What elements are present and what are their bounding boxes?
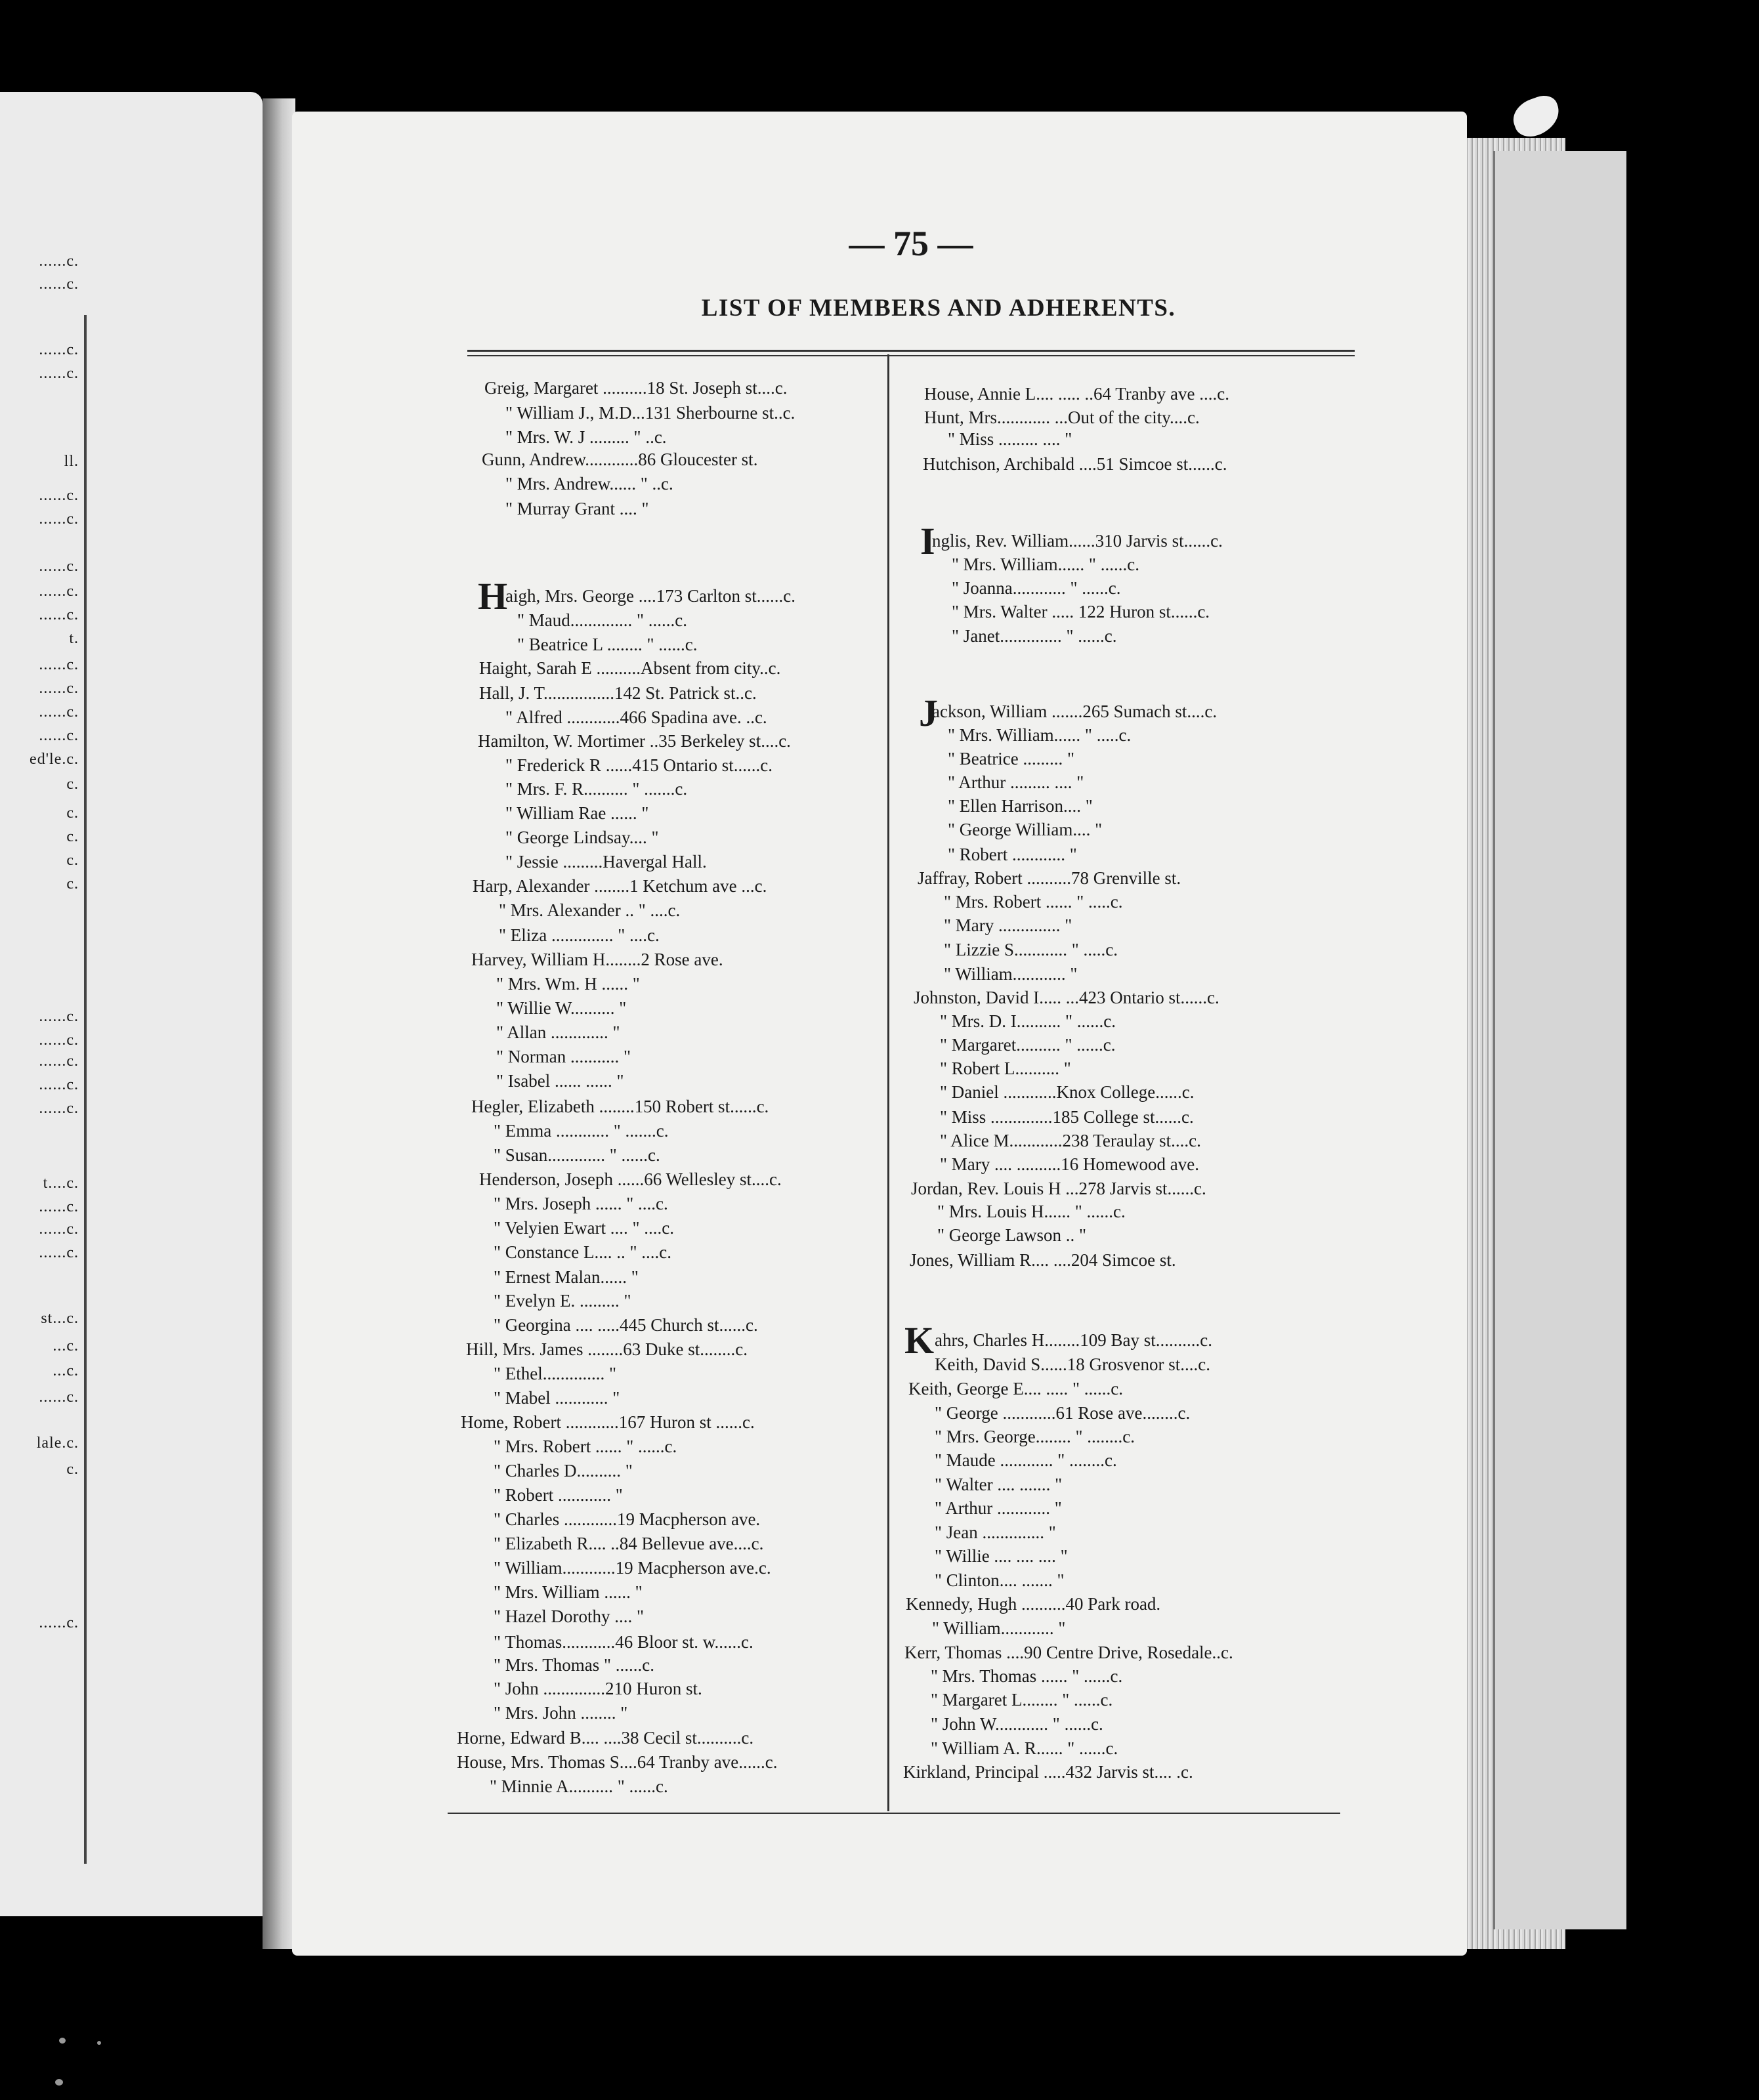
directory-entry: " Mary .... ..........16 Homewood ave. [940, 1154, 1199, 1174]
facing-page-text: ......c. [39, 1053, 79, 1070]
directory-entry: " William J., M.D...131 Sherbourne st..c. [505, 403, 795, 423]
section-initial: J [919, 692, 938, 734]
directory-entry: " George Lindsay.... " [505, 828, 659, 847]
directory-entry: " Mrs. Walter ..... 122 Huron st......c. [952, 602, 1210, 621]
top-rule-secondary [467, 355, 1355, 356]
directory-entry: Harvey, William H........2 Rose ave. [471, 950, 723, 969]
directory-entry: " Hazel Dorothy .... " [494, 1606, 644, 1626]
directory-entry: " Velyien Ewart .... " ....c. [494, 1218, 674, 1238]
directory-entry: " Arthur ......... .... " [948, 772, 1084, 792]
directory-entry: " Mrs. George........ " ........c. [935, 1427, 1135, 1446]
directory-entry: " Ethel.............. " [494, 1364, 617, 1383]
directory-entry: " Mrs. Thomas " ......c. [494, 1655, 655, 1675]
directory-entry: aigh, Mrs. George ....173 Carlton st......c. [505, 586, 795, 606]
directory-entry: House, Annie L.... ..... ..64 Tranby ave ....c. [924, 384, 1229, 404]
directory-entry: " Mrs. Louis H...... " ......c. [937, 1202, 1126, 1221]
directory-entry: " William............ " [944, 964, 1078, 984]
directory-entry: " Ernest Malan...... " [494, 1267, 639, 1287]
facing-page-text: ......c. [39, 365, 79, 382]
directory-entry: Hunt, Mrs............ ...Out of the city....c. [924, 408, 1200, 427]
directory-entry: Hegler, Elizabeth ........150 Robert st......c. [471, 1097, 769, 1116]
directory-entry: " Mrs. Thomas ...... " ......c. [931, 1666, 1123, 1686]
directory-entry: " Alice M............238 Teraulay st....c. [940, 1131, 1201, 1150]
facing-page-text: st...c. [41, 1310, 79, 1327]
page-edge-block [1493, 151, 1626, 1929]
facing-page-text: c. [66, 1461, 79, 1478]
facing-page-text: c. [66, 852, 79, 869]
directory-entry: ahrs, Charles H........109 Bay st..........c. [935, 1330, 1212, 1350]
directory-entry: Hall, J. T................142 St. Patrick st..c. [479, 683, 757, 703]
directory-entry: " Robert L.......... " [940, 1059, 1071, 1078]
directory-entry: " Mrs. Andrew...... " ..c. [505, 474, 673, 494]
directory-entry: Keith, David S......18 Grosvenor st....c. [935, 1354, 1210, 1374]
section-initial: K [904, 1319, 935, 1362]
directory-entry: Kennedy, Hugh ..........40 Park road. [906, 1594, 1161, 1614]
dust-speck [55, 2079, 63, 2086]
facing-page-text: ......c. [39, 253, 79, 270]
directory-entry: " John ..............210 Huron st. [494, 1679, 702, 1698]
directory-entry: " Susan............. " ......c. [494, 1145, 660, 1165]
dust-speck [59, 2038, 66, 2044]
facing-page-text: ......c. [39, 583, 79, 600]
facing-page-text: ......c. [39, 1198, 79, 1215]
directory-entry: Harp, Alexander ........1 Ketchum ave ...c. [473, 876, 767, 896]
directory-entry: " Walter .... ....... " [935, 1475, 1063, 1494]
directory-entry: " Margaret.......... " ......c. [940, 1035, 1116, 1055]
directory-entry: " Thomas............46 Bloor st. w......c. [494, 1632, 753, 1652]
directory-entry: " Willie W.......... " [496, 998, 627, 1018]
directory-entry: " William A. R...... " ......c. [931, 1738, 1118, 1758]
directory-entry: Jaffray, Robert ..........78 Grenville st. [918, 868, 1181, 888]
directory-entry: " Robert ............ " [494, 1485, 623, 1505]
directory-entry: " Mrs. Wm. H ...... " [496, 974, 640, 994]
page-number: — 75 — [849, 224, 973, 263]
directory-entry: " Constance L.... .. " ....c. [494, 1242, 671, 1262]
directory-entry: " Murray Grant .... " [505, 499, 649, 518]
facing-page-text: ...c. [53, 1337, 79, 1354]
directory-entry: Kirkland, Principal .....432 Jarvis st.... .c. [903, 1762, 1193, 1782]
facing-page-text: ......c. [39, 511, 79, 528]
facing-page-text: ......c. [39, 704, 79, 721]
directory-entry: " Beatrice ......... " [948, 749, 1074, 768]
directory-entry: " Frederick R ......415 Ontario st......c. [505, 755, 773, 775]
directory-entry: " Mrs. F. R.......... " .......c. [505, 779, 688, 799]
facing-page-text: ......c. [39, 1389, 79, 1406]
column-rule [84, 315, 87, 1864]
directory-entry: " Mrs. D. I.......... " ......c. [940, 1011, 1116, 1031]
directory-entry: " George ............61 Rose ave........c. [935, 1403, 1191, 1423]
directory-entry: nglis, Rev. William......310 Jarvis st......c. [932, 531, 1223, 551]
directory-entry: " Charles ............19 Macpherson ave. [494, 1509, 761, 1529]
facing-page-text: ......c. [39, 1221, 79, 1238]
column-divider [887, 354, 889, 1811]
directory-entry: " Ellen Harrison.... " [948, 796, 1093, 816]
directory-entry: ackson, William .......265 Sumach st....c. [932, 702, 1218, 721]
directory-entry: Gunn, Andrew............86 Gloucester st. [482, 450, 758, 469]
directory-entry: " Georgina .... .....445 Church st......c. [494, 1315, 758, 1335]
facing-page-text: c. [66, 776, 79, 793]
facing-page-text: c. [66, 875, 79, 892]
paper-fleck [1508, 91, 1565, 141]
directory-entry: " Eliza .............. " ....c. [499, 925, 660, 945]
directory-entry: " Arthur ............ " [935, 1498, 1062, 1518]
facing-page-text: ......c. [39, 1100, 79, 1117]
facing-page-text: ......c. [39, 606, 79, 623]
facing-page-text: ......c. [39, 487, 79, 504]
directory-entry: Hill, Mrs. James ........63 Duke st........c. [466, 1339, 748, 1359]
facing-page-text: ......c. [39, 1076, 79, 1093]
directory-entry: Jones, William R.... ....204 Simcoe st. [910, 1250, 1176, 1270]
facing-page-text: ......c. [39, 1032, 79, 1049]
facing-page-text: lale.c. [36, 1435, 79, 1452]
directory-entry: " William............19 Macpherson ave.c. [494, 1558, 771, 1578]
directory-entry: " Jessie .........Havergal Hall. [505, 852, 707, 872]
directory-entry: " Miss ......... .... " [948, 429, 1072, 449]
facing-page-text: ......c. [39, 341, 79, 358]
directory-entry: Keith, George E.... ..... " ......c. [908, 1379, 1123, 1398]
directory-entry: Hamilton, W. Mortimer ..35 Berkeley st....c. [478, 731, 791, 751]
directory-entry: " Charles D.......... " [494, 1461, 633, 1480]
directory-entry: Johnston, David I..... ...423 Ontario st......c. [914, 988, 1219, 1007]
page-title: LIST OF MEMBERS AND ADHERENTS. [701, 295, 1176, 322]
facing-page-text: ...c. [53, 1362, 79, 1379]
directory-entry: " Evelyn E. ......... " [494, 1291, 631, 1311]
directory-entry: " Miss ..............185 College st......c. [940, 1107, 1194, 1127]
directory-entry: " Allan ............. " [496, 1022, 620, 1042]
directory-entry: " Elizabeth R.... ..84 Bellevue ave....c. [494, 1534, 764, 1553]
directory-entry: House, Mrs. Thomas S....64 Tranby ave......c. [457, 1752, 778, 1772]
directory-entry: " Willie .... .... .... " [935, 1546, 1068, 1566]
facing-page-text: ......c. [39, 727, 79, 744]
facing-page-text: ......c. [39, 656, 79, 673]
directory-entry: " Robert ............ " [948, 845, 1077, 864]
main-page [292, 112, 1467, 1956]
facing-page-text: t....c. [43, 1175, 79, 1192]
facing-page-text: ......c. [39, 276, 79, 293]
directory-entry: " Maude ............ " ........c. [935, 1450, 1117, 1470]
directory-entry: Hutchison, Archibald ....51 Simcoe st......c. [923, 454, 1227, 474]
facing-page-text: ......c. [39, 1614, 79, 1631]
directory-entry: " Joanna............ " ......c. [952, 578, 1121, 598]
directory-entry: " Mrs. William ...... " [494, 1582, 643, 1602]
directory-entry: " Mabel ............ " [494, 1388, 620, 1408]
directory-entry: Horne, Edward B.... ....38 Cecil st..........c. [457, 1728, 754, 1748]
directory-entry: " Clinton.... ....... " [935, 1570, 1065, 1590]
directory-entry: " Emma ............ " .......c. [494, 1121, 669, 1141]
directory-entry: Greig, Margaret ..........18 St. Joseph st....c. [484, 378, 788, 398]
section-initial: I [920, 520, 935, 562]
directory-entry: " Mrs. John ........ " [494, 1703, 628, 1723]
facing-page-text: c. [66, 805, 79, 822]
section-initial: H [478, 575, 508, 618]
top-rule [467, 350, 1355, 352]
directory-entry: " George William.... " [948, 820, 1103, 839]
directory-entry: " Mary .............. " [944, 915, 1072, 935]
directory-entry: Jordan, Rev. Louis H ...278 Jarvis st......c. [911, 1179, 1206, 1198]
facing-page-text: ......c. [39, 1244, 79, 1261]
directory-entry: " Jean .............. " [935, 1522, 1056, 1542]
dust-speck [97, 2041, 101, 2045]
directory-entry: Henderson, Joseph ......66 Wellesley st....c. [479, 1169, 782, 1189]
facing-page-text: ......c. [39, 558, 79, 575]
directory-entry: " Isabel ...... ...... " [496, 1071, 624, 1091]
directory-entry: " George Lawson .. " [937, 1225, 1086, 1245]
directory-entry: " Mrs. Robert ...... " ......c. [494, 1437, 677, 1456]
directory-entry: " Mrs. W. J ......... " ..c. [505, 427, 667, 447]
directory-entry: " Mrs. William...... " ......c. [952, 555, 1139, 574]
directory-entry: " Daniel ............Knox College......c. [940, 1082, 1195, 1102]
left-page-fragment [0, 92, 263, 1916]
facing-page-text: ......c. [39, 1008, 79, 1025]
book-gutter [263, 98, 295, 1949]
directory-entry: " William............ " [932, 1618, 1066, 1638]
facing-page-text: c. [66, 828, 79, 845]
directory-entry: " Mrs. Robert ...... " .....c. [944, 892, 1123, 912]
bottom-rule [448, 1813, 1340, 1814]
directory-entry: " Beatrice L ........ " ......c. [517, 635, 698, 654]
directory-entry: " Minnie A.......... " ......c. [490, 1776, 668, 1796]
facing-page-text: ed'le.c. [30, 751, 79, 768]
directory-entry: Haight, Sarah E ..........Absent from city..c. [479, 658, 781, 678]
facing-page-text: ......c. [39, 680, 79, 697]
directory-entry: " John W............ " ......c. [931, 1714, 1103, 1734]
directory-entry: Home, Robert ............167 Huron st ......c. [461, 1412, 755, 1432]
directory-entry: " Margaret L........ " ......c. [931, 1690, 1113, 1710]
facing-page-text: ll. [64, 453, 79, 470]
directory-entry: " Maud.............. " ......c. [517, 610, 688, 630]
directory-entry: " Norman ........... " [496, 1047, 631, 1066]
directory-entry: " Mrs. Joseph ...... " ....c. [494, 1194, 668, 1213]
directory-entry: " Lizzie S............ " .....c. [944, 940, 1118, 959]
directory-entry: " Janet.............. " ......c. [952, 626, 1117, 646]
directory-entry: " Mrs. William...... " .....c. [948, 725, 1132, 745]
directory-entry: " Alfred ............466 Spadina ave. ..c. [505, 707, 767, 727]
directory-entry: " William Rae ...... " [505, 803, 649, 823]
facing-page-text: t. [69, 630, 79, 647]
directory-entry: Kerr, Thomas ....90 Centre Drive, Rosedale..c. [904, 1643, 1233, 1662]
directory-entry: " Mrs. Alexander .. " ....c. [499, 900, 681, 920]
